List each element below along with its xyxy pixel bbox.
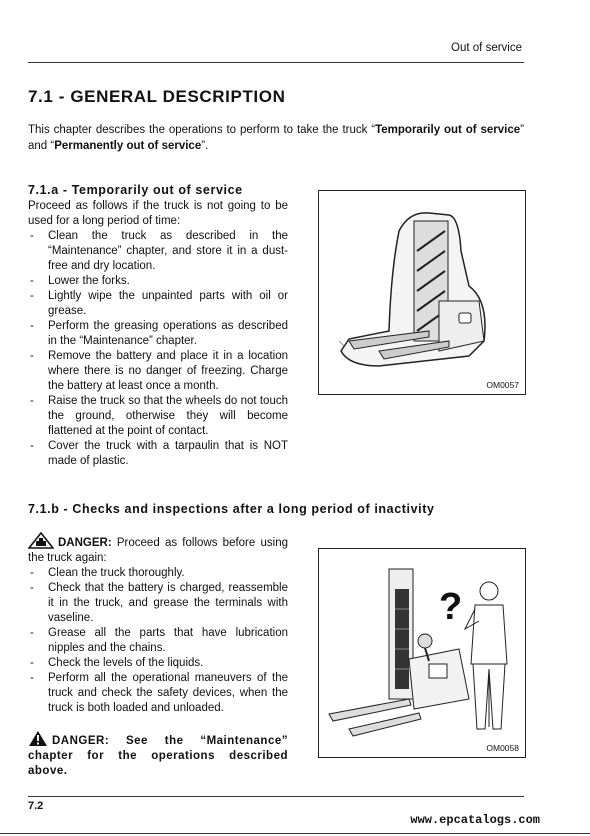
- running-header: Out of service: [451, 42, 522, 54]
- website-link[interactable]: www.epcatalogs.com: [410, 813, 540, 827]
- section-b-list: [28, 566, 288, 716]
- list-item: - Cover the truck with a tarpaulin that is NOT made of plastic.: [28, 439, 288, 469]
- footer-rule: [28, 796, 524, 797]
- intro-bold-permanently: Permanently out of service: [54, 140, 202, 152]
- figure-code: OM0058: [486, 743, 519, 753]
- section-a-list: [28, 229, 288, 469]
- list-item: - Perform the greasing operations as described in the “Maintenance” chapter.: [28, 319, 288, 349]
- list-item: - Check the levels of the liquids.: [28, 656, 288, 671]
- section-b-heading: 7.1.b - Checks and inspections after a long period of inactivity: [28, 502, 435, 516]
- bottom-rule: [0, 833, 590, 834]
- intro-paragraph: This chapter describes the operations to perform to take the truck “Temporarily out of service” and “Permanently out of service”.: [28, 124, 524, 152]
- section-b-body: [28, 532, 288, 716]
- list-item: - Remove the battery and place it in a location where there is no danger of freezing. Charge the battery at least once a month.: [28, 349, 288, 394]
- figure-operator-truck: [318, 548, 526, 758]
- section-a-body: [28, 199, 288, 469]
- page-number: 7.2: [28, 800, 44, 812]
- list-item: - Check that the battery is charged, reassemble it in the truck, and grease the terminals with vaseline.: [28, 581, 288, 626]
- list-item: - Perform all the operational maneuvers of the truck and check the safety devices, when the truck is both loaded and unloaded.: [28, 671, 288, 716]
- operator-inspecting-truck-illustration: [319, 549, 525, 757]
- list-item: - Lower the forks.: [28, 274, 288, 289]
- figure-code: OM0057: [486, 380, 519, 390]
- intro-bold-temporarily: Temporarily out of service: [375, 124, 521, 136]
- list-item: - Clean the truck thoroughly.: [28, 566, 288, 581]
- figure-stored-truck: [318, 190, 526, 395]
- danger-label: DANGER:: [58, 537, 112, 549]
- list-item: - Raise the truck so that the wheels do not touch the ground, otherwise they will become flattened at the point of contact.: [28, 394, 288, 439]
- header-rule: [28, 62, 524, 63]
- section-a-lead: Proceed as follows if the truck is not going to be used for a long period of time:: [28, 200, 288, 227]
- danger-note: DANGER: See the “Maintenance” chapter for the operations described above.: [28, 730, 288, 779]
- list-item: - Clean the truck as described in the “Maintenance” chapter, and store it in a dust-free and dry location.: [28, 229, 288, 274]
- section-a-heading: 7.1.a - Temporarily out of service: [28, 183, 243, 197]
- warning-triangle-icon: [28, 532, 54, 549]
- list-item: - Lightly wipe the unpainted parts with oil or grease.: [28, 289, 288, 319]
- svg-text:?: ?: [439, 586, 463, 628]
- danger-paragraph: DANGER: Proceed as follows before using the truck again:: [28, 532, 288, 566]
- chapter-title: 7.1 - GENERAL DESCRIPTION: [28, 87, 286, 106]
- list-item: - Grease all the parts that have lubrication nipples and the chains.: [28, 626, 288, 656]
- warning-triangle-icon: [28, 730, 48, 747]
- covered-truck-illustration: [319, 191, 525, 394]
